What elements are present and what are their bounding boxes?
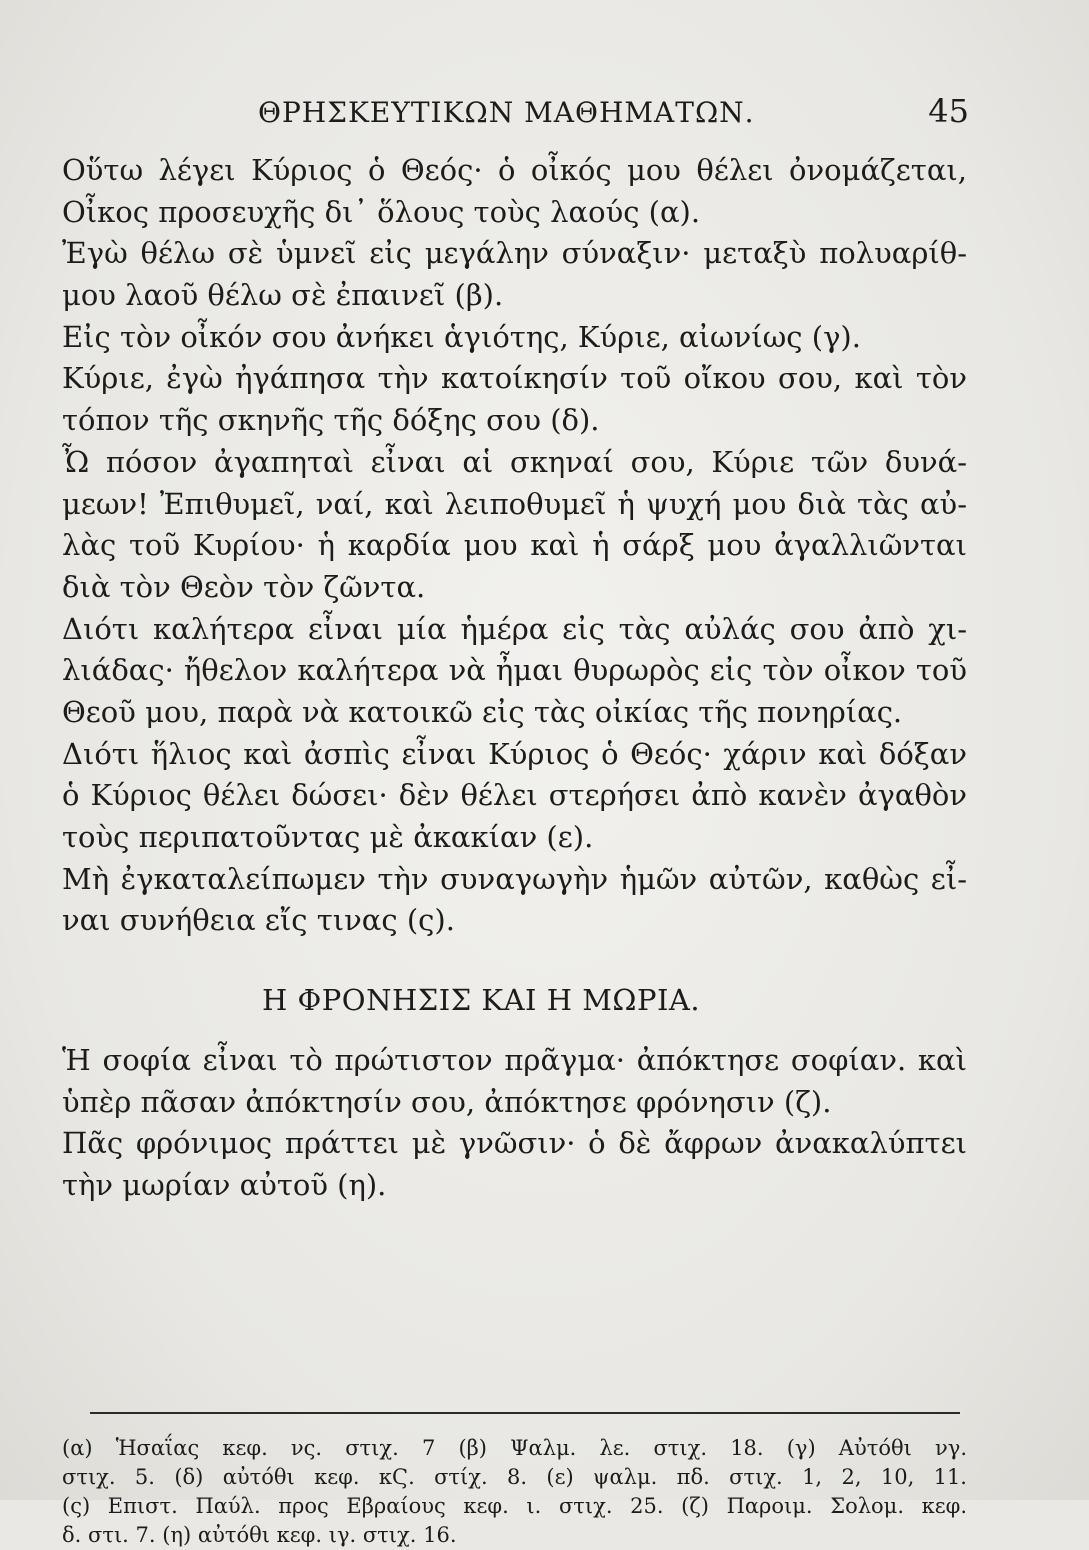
text-line: Ἡ σοφία εἶναι τὸ πρώτιστον πρᾶγμα· ἀπόκτησε σοφίαν. καὶ xyxy=(62,1043,967,1078)
text-line: ναι συνήθεια εἴς τινας (ς). xyxy=(62,903,455,938)
text-line: λιάδας· ἤθελον καλήτερα νὰ ἦμαι θυρωρὸς εἰς τὸν οἶκον τοῦ xyxy=(62,653,967,688)
scripture-section xyxy=(62,150,967,942)
footnote-line: (ς) Επιστ. Παύλ. προς Εβραίους κεφ. ι. στιχ. 25. (ζ) Παροιμ. Σολομ. κεφ. xyxy=(62,1494,967,1518)
text-line: τοὺς περιπατοῦντας μὲ ἀκακίαν (ε). xyxy=(62,820,594,854)
text-line: Εἰς τὸν οἶκόν σου ἀνήκει ἁγιότης, Κύριε, αἰωνίως (γ). xyxy=(62,319,861,354)
text-line: ὁ Κύριος θέλει δώσει· δὲν θέλει στερήσει ἀπὸ κανὲν ἀγαθὸν xyxy=(62,778,967,813)
text-line: Μὴ ἐγκαταλείπωμεν τὴν συναγωγὴν ἡμῶν αὐτῶν, καθὼς εἶ- xyxy=(62,861,967,896)
footnote-divider xyxy=(90,1412,960,1414)
text-line: ὑπὲρ πᾶσαν ἀπόκτησίν σου, ἀπόκτησε φρόνησιν (ζ). xyxy=(62,1084,832,1119)
text-line: Πᾶς φρόνιμος πράττει μὲ γνῶσιν· ὁ δὲ ἄφρων ἀνακαλύπτει xyxy=(62,1126,967,1161)
text-line: Ὦ πόσον ἀγαπηταὶ εἶναι αἱ σκηναί σου, Κύριε τῶν δυνά- xyxy=(62,444,967,479)
text-line: Κύριε, ἐγὼ ἠγάπησα τὴν κατοίκησίν τοῦ οἴκου σου, καὶ τὸν xyxy=(62,361,967,396)
footnotes xyxy=(62,1434,967,1550)
section-heading: Η ΦΡΟΝΗΣΙΣ ΚΑΙ Η ΜΩΡΙΑ. xyxy=(262,983,701,1018)
text-line: Ἐγὼ θέλω σὲ ὑμνεῖ εἰς μεγάλην σύναξιν· μεταξὺ πολυαρίθ- xyxy=(62,236,967,271)
text-line: μεων! Ἐπιθυμεῖ, ναί, καὶ λειποθυμεῖ ἡ ψυχή μου διὰ τὰς αὐ- xyxy=(62,486,967,521)
text-line: τὴν μωρίαν αὐτοῦ (η). xyxy=(62,1168,387,1203)
text-line: Διότι ἥλιος καὶ ἀσπὶς εἶναι Κύριος ὁ Θεός· χάριν καὶ δόξαν xyxy=(62,736,967,771)
text-line: Οἶκος προσευχῆς δι᾿ ὅλους τοὺς λαούς (α). xyxy=(62,194,701,229)
footnote-line: (α) Ἡσαΐας κεφ. νς. στιχ. 7 (β) Ψαλμ. λε. στιχ. 18. (γ) Αὐτόθι νγ. xyxy=(62,1436,967,1460)
text-line: Διότι καλήτερα εἶναι μία ἡμέρα εἰς τὰς αὐλάς σου ἀπὸ χι- xyxy=(62,611,967,646)
text-line: τόπον τῆς σκηνῆς τῆς δόξης σου (δ). xyxy=(62,403,600,438)
text-line: Οὕτω λέγει Κύριος ὁ Θεός· ὁ οἶκός μου θέλει ὀνομάζεται, xyxy=(62,153,967,187)
wisdom-section xyxy=(62,1040,967,1207)
page-number: 45 xyxy=(928,92,969,130)
text-line: Θεοῦ μου, παρὰ νὰ κατοικῶ εἰς τὰς οἰκίας τῆς πονηρίας. xyxy=(62,694,903,729)
footnote-line: στιχ. 5. (δ) αὐτόθι κεφ. κϚ. στίχ. 8. (ε) ψαλμ. πδ. στιχ. 1, 2, 10, 11. xyxy=(62,1465,967,1489)
footnote-line: δ. στι. 7. (η) αὐτόθι κεφ. ιγ. στιχ. 16. xyxy=(62,1523,457,1547)
text-line: λὰς τοῦ Κυρίου· ἡ καρδία μου καὶ ἡ σάρξ μου ἀγαλλιῶνται xyxy=(62,528,967,563)
page-body xyxy=(62,150,967,1207)
text-line: μου λαοῦ θέλω σὲ ἐπαινεῖ (β). xyxy=(62,278,504,313)
running-title: ΘΡΗΣΚΕΥΤΙΚΩΝ ΜΑΘΗΜΑΤΩΝ. xyxy=(258,96,755,129)
text-line: διὰ τὸν Θεὸν τὸν ζῶντα. xyxy=(62,569,426,604)
page-header xyxy=(258,92,969,136)
